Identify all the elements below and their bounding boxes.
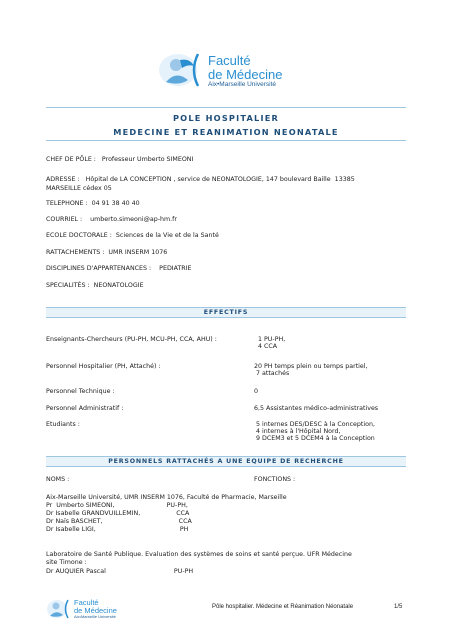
document-title [46,107,406,141]
team1-line: Dr Isabelle LIGI, PH [46,526,189,533]
team1-line: Dr Isabelle GRANDVUILLEMIN, CCA [46,510,190,517]
logo-line-medecine: de Médecine [208,66,283,82]
logo-line-university: Aix•Marseille Université [208,81,277,89]
page-number: 1/5 [394,604,403,610]
effectifs-label-enseignants: Enseignants-Chercheurs (PU-PH, MCU-PH, CCA, AHU) : [46,336,217,343]
team1-line: Pr Umberto SIMEONI, PU-PH, [46,502,188,509]
title-line-1: POLE HOSPITALIER [172,113,280,123]
footer-title: Pôle hospitalier. Médecine et Réanimation Néonatale [212,604,354,610]
effectifs-heading [46,307,406,318]
effectifs-value-enseignants: 1 PU-PH, 4 CCA [258,336,286,350]
faculty-logo [158,44,308,96]
effectifs-label-hospitalier: Personnel Hospitalier (PH, Attaché) : [46,363,161,370]
effectifs-value-technique: 0 [254,388,259,395]
team2-line: Laboratoire de Santé Publique. Evaluation des systèmes de soins et santé perçue. UFR Médecine [46,551,352,558]
chef-de-pole: CHEF DE PÔLE : Professeur Umberto SIMEONI [46,156,194,163]
footer-logo-line-1: Faculté [74,598,99,607]
footer-logo-line-2: de Médecine [74,605,117,615]
personnels-heading [46,456,406,467]
effectifs-label-etudiants: Etudiants : [46,421,80,428]
fonctions-label: FONCTIONS : [254,476,296,483]
adresse-line-2: MARSEILLE cédex 05 [46,185,112,192]
team1-line: Aix-Marseille Université, UMR INSERM 1076, Faculté de Pharmacie, Marseille [46,494,287,501]
team1-line: Dr Naïs BASCHET, CCA [46,518,192,525]
disciplines: DISCIPLINES D'APPARTENANCES : PEDIATRIE [46,265,192,272]
effectifs-label-technique: Personnel Technique : [46,388,115,395]
effectifs-value-hospitalier: 20 PH temps plein ou temps partiel, 7 attachés [254,363,368,377]
personnels-heading-text: PERSONNELS RATTACHÉS A UNE EQUIPE DE RECHERCHE [108,458,344,465]
faculty-emblem-icon [158,50,202,90]
effectifs-value-etudiants: 5 internes DES/DESC à la Conception, 4 internes à l'Hôpital Nord, 9 DCEM3 et 5 DCEM4 à la Conception [256,421,375,442]
effectifs-value-administratif: 6,5 Assistantes médico-administratives [254,405,379,412]
courriel[interactable]: COURRIEL : umberto.simeoni@ap-hm.fr [46,216,177,223]
adresse-line-1: ADRESSE : Hôpital de LA CONCEPTION , service de NEONATOLOGIE, 147 boulevard Baille 13385 [46,176,355,183]
effectifs-heading-text: EFFECTIFS [203,309,249,316]
effectifs-label-administratif: Personnel Administratif : [46,405,124,412]
footer-logo-line-3: Aix•Marseille Université [74,613,116,619]
team2-line: site Timone : [46,559,87,566]
logo-line-faculte: Faculté [208,53,251,68]
specialites: SPECIALITÉS : NEONATOLOGIE [46,282,144,289]
title-line-2: MEDECINE ET REANIMATION NEONATALE [113,127,339,137]
footer-emblem-icon [46,598,70,620]
noms-label: NOMS : [46,476,70,483]
telephone: TELEPHONE : 04 91 38 40 40 [46,200,140,207]
team2-line: Dr AUQUIER Pascal PU-PH [46,568,194,575]
rattachements: RATTACHEMENTS : UMR INSERM 1076 [46,249,168,256]
ecole-doctorale: ECOLE DOCTORALE : Sciences de la Vie et de la Santé [46,232,219,239]
footer-logo [46,596,156,626]
